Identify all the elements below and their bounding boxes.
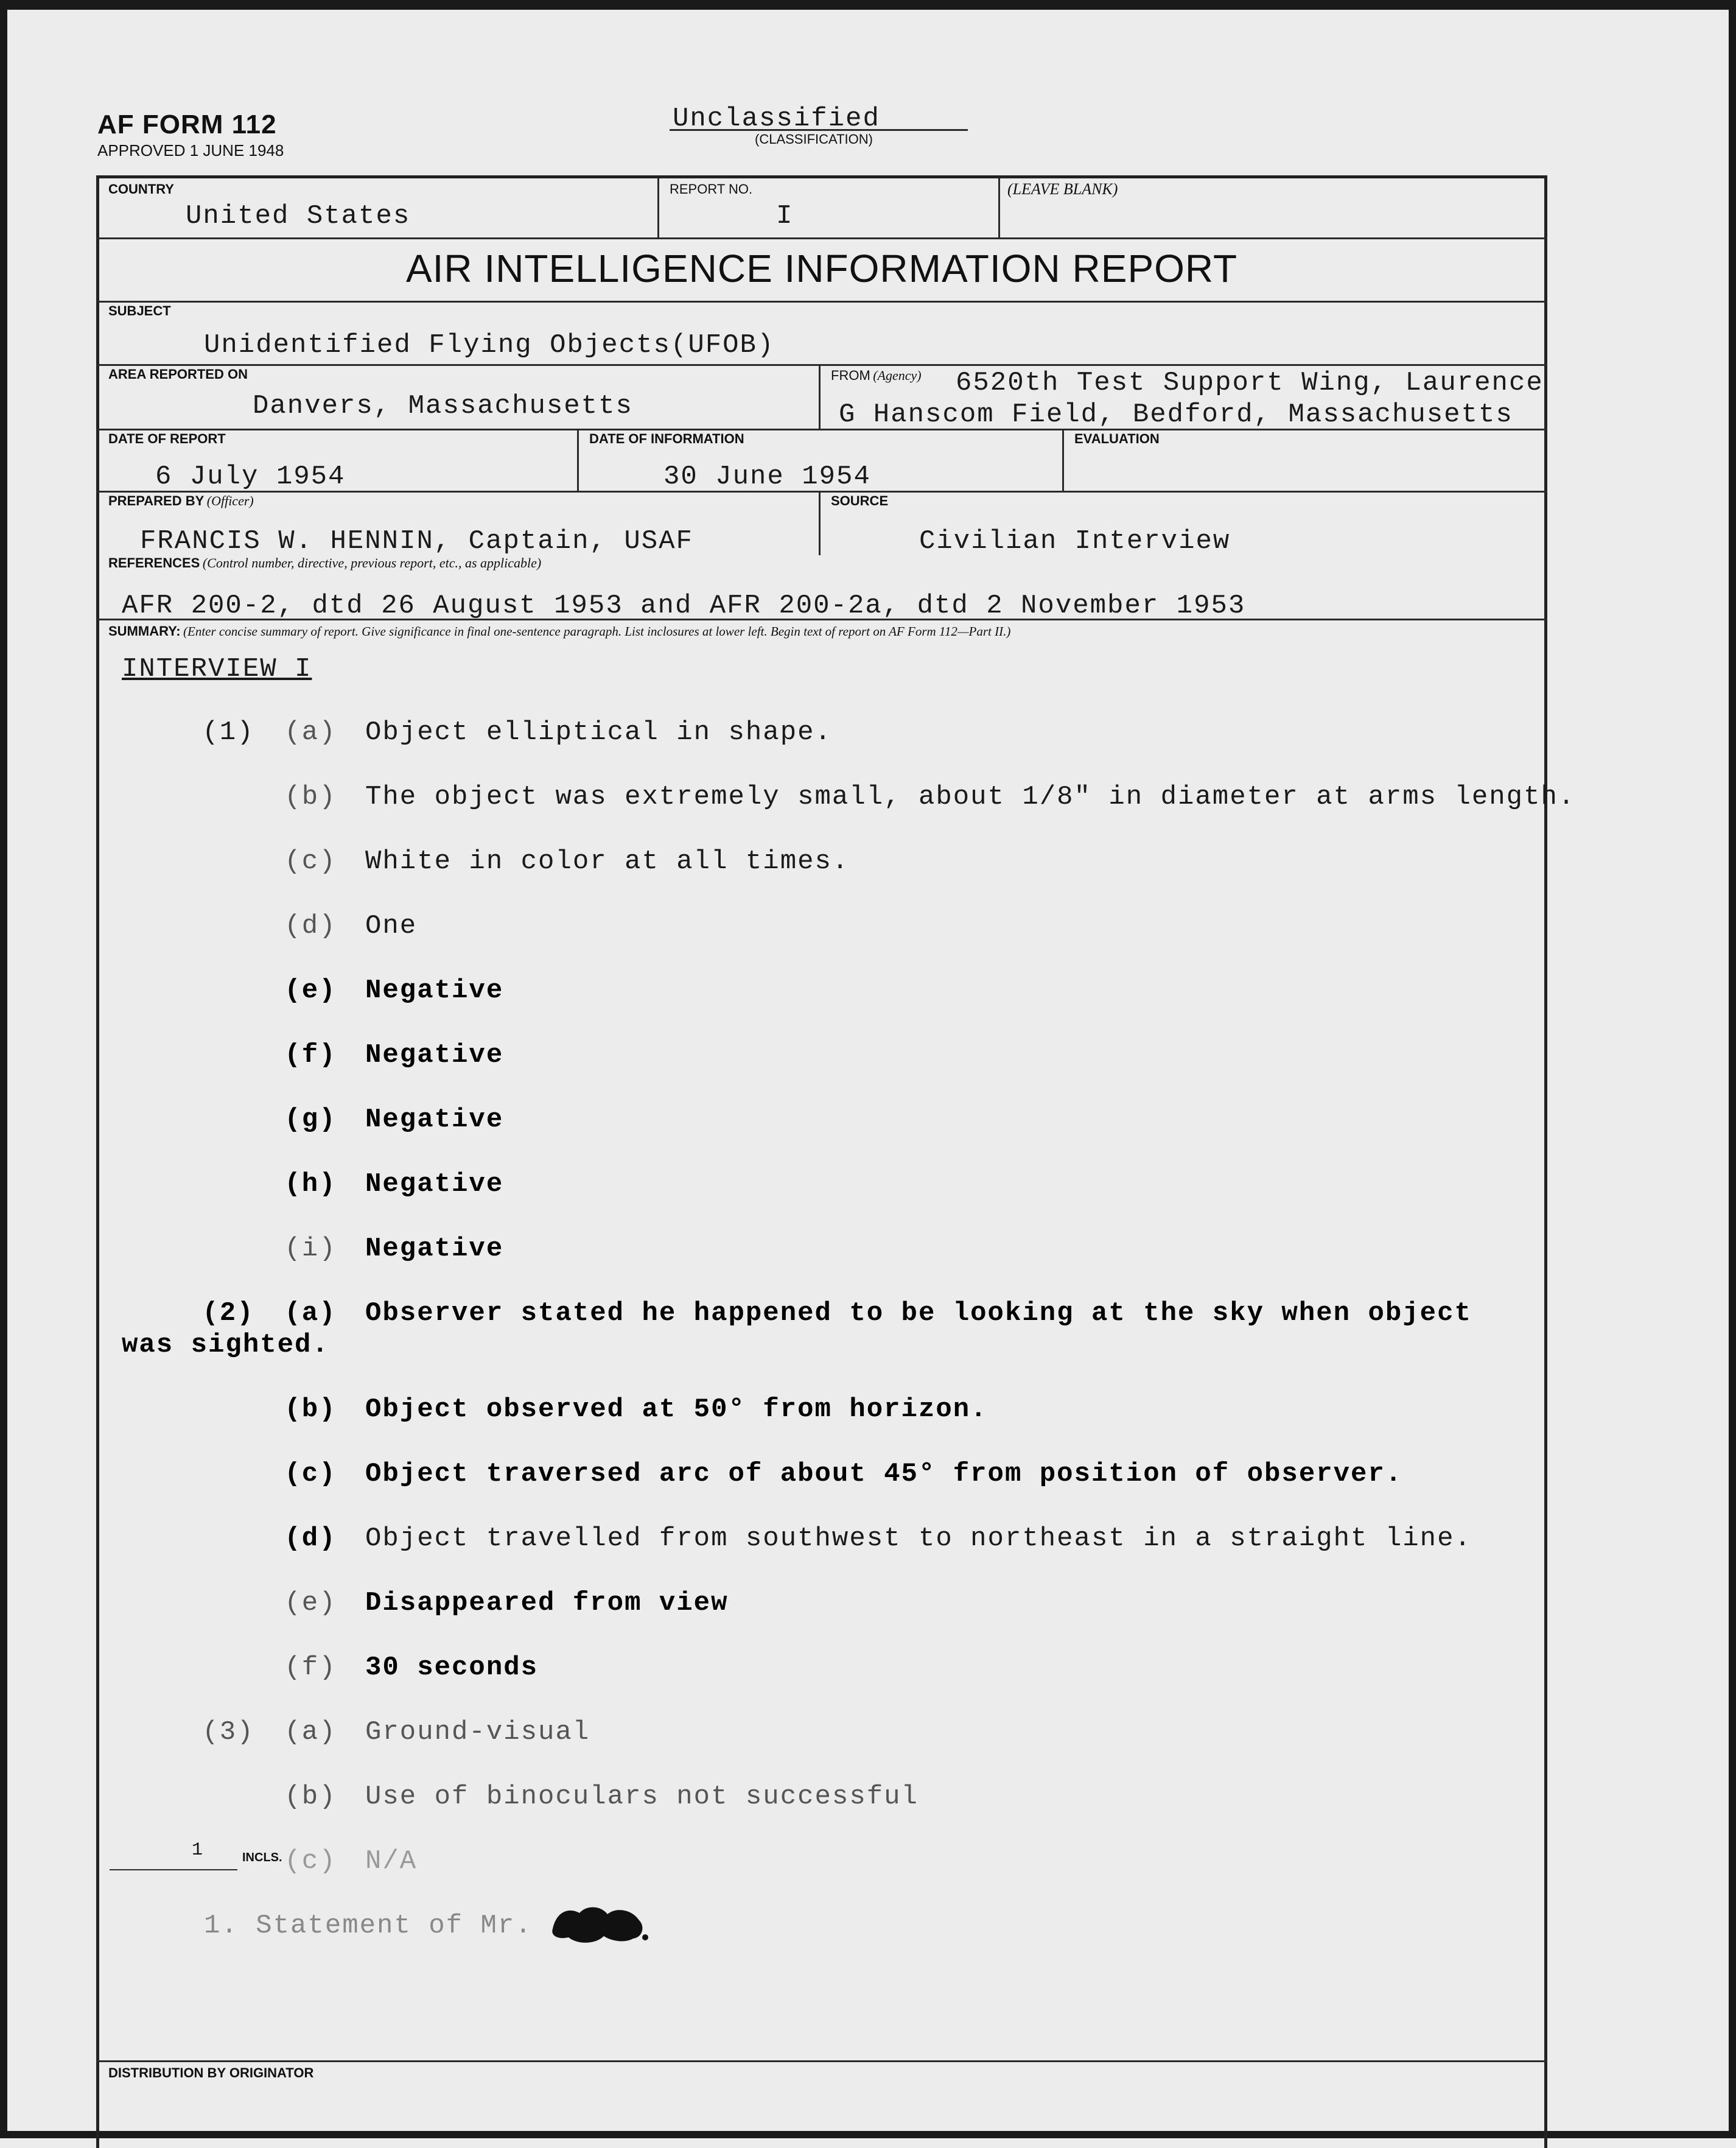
area-value: Danvers, Massachusetts [253,391,633,421]
item-letter: (b) [284,1781,337,1812]
item-letter: (c) [284,1459,337,1489]
item-text: Negative [365,975,504,1006]
interview-heading: INTERVIEW I [122,654,312,684]
item-text: Use of binoculars not successful [365,1781,919,1812]
inclosures-label: INCLS. [242,1851,282,1864]
source-value: Civilian Interview [919,526,1231,556]
item-letter: (a) [284,717,337,748]
scan-border-left [0,0,7,2138]
form-approved: APPROVED 1 JUNE 1948 [97,141,284,160]
item-text: One [365,911,418,941]
prepared-by-label-group [108,493,254,509]
item-letter: (g) [284,1104,337,1135]
date-of-report-label: DATE OF REPORT [108,431,226,446]
classification-label: (CLASSIFICATION) [755,132,873,147]
form-name: AF FORM 112 [97,110,277,139]
references-label-group [108,555,541,571]
inclosures-count: 1 [192,1840,203,1861]
row-divider [96,429,1547,430]
row-divider [96,364,1547,366]
evaluation-label: EVALUATION [1074,431,1160,446]
date-of-report-value: 6 July 1954 [155,462,346,492]
item-letter: (c) [284,846,337,877]
item-text: N/A [365,1846,418,1876]
item-number: (2) [202,1298,254,1328]
source-label: SOURCE [831,493,889,508]
references-label: REFERENCES [108,555,200,570]
date-of-information-label: DATE OF INFORMATION [589,431,744,446]
item-letter: (e) [284,1588,337,1618]
summary-note: (Enter concise summary of report. Give significance in final one-sentence paragraph. List inclosures at lower left. Begin text of report on AF Form 112—Part II.) [183,624,1011,639]
item-letter: (h) [284,1169,337,1199]
classification-line [670,129,968,131]
divider [998,178,1000,237]
divider [819,364,821,429]
item-letter: (f) [284,1040,337,1070]
from-label-group [831,368,922,384]
item-number: (1) [202,717,254,748]
report-no-value: I [776,201,794,231]
item-text: White in color at all times. [365,846,850,877]
classification-value: Unclassified [673,104,880,134]
divider [1062,429,1064,491]
item-letter: (f) [284,1652,337,1683]
divider [577,429,579,491]
from-line-1: 6520th Test Support Wing, Laurence [956,368,1544,398]
area-label: AREA REPORTED ON [108,367,248,382]
summary-label: SUMMARY: [108,623,181,639]
item-letter: (e) [284,975,337,1006]
item-text: Observer stated he happened to be looking at the sky when object [365,1298,1472,1328]
item-letter: (b) [284,782,337,812]
item-letter: (a) [284,1717,337,1747]
item-text: Object travelled from southwest to northeast in a straight line. [365,1523,1472,1554]
summary-label-group [108,623,1010,639]
item-text: 30 seconds [365,1652,539,1683]
references-note: (Control number, directive, previous report, etc., as applicable) [202,555,542,570]
item-letter: (d) [284,911,337,941]
item-text: Object observed at 50° from horizon. [365,1394,988,1425]
distribution-label: DISTRIBUTION BY ORIGINATOR [108,2065,314,2080]
from-line-2: G Hanscom Field, Bedford, Massachusetts [839,399,1513,430]
row-divider [96,301,1547,303]
item-text: Ground-visual [365,1717,590,1747]
divider [819,491,821,555]
references-value: AFR 200-2, dtd 26 August 1953 and AFR 200-2a, dtd 2 November 1953 [122,591,1246,621]
item-text: Disappeared from view [365,1588,729,1618]
divider [657,178,659,237]
item-text: The object was extremely small, about 1/8" in diameter at arms length. [365,782,1576,812]
scan-border-top [0,0,1736,10]
item-text: Negative [365,1234,504,1264]
item-text: Negative [365,1104,504,1135]
inclosure-item: 1. Statement of Mr. [204,1911,533,1941]
prepared-by-value: FRANCIS W. HENNIN, Captain, USAF [140,526,693,556]
prepared-by-label: PREPARED BY [108,493,205,508]
prepared-by-officer-label: (Officer) [206,493,254,508]
row-divider [96,491,1547,493]
row-divider [96,237,1547,239]
date-of-information-value: 30 June 1954 [663,462,871,492]
subject-label: SUBJECT [108,303,171,318]
item-letter: (a) [284,1298,337,1328]
item-text: Negative [365,1169,504,1199]
page-title: AIR INTELLIGENCE INFORMATION REPORT [405,247,1238,290]
item-text: Object traversed arc of about 45° from position of observer. [365,1459,1403,1489]
item-continuation: was sighted. [122,1330,329,1360]
subject-value: Unidentified Flying Objects(UFOB) [204,330,775,360]
item-text: Negative [365,1040,504,1070]
country-value: United States [186,201,411,231]
footer-divider [96,2060,1547,2062]
inclosures-count-line [110,1869,237,1870]
item-text: Object elliptical in shape. [365,717,832,748]
from-agency-label: (Agency) [873,368,922,383]
redaction-mark [548,1900,651,1948]
item-letter: (c) [284,1846,337,1876]
item-letter: (d) [284,1523,337,1554]
from-label: FROM [831,368,870,383]
leave-blank-label: (LEAVE BLANK) [1007,180,1118,198]
row-divider [96,619,1547,620]
scan-border-right [1729,0,1736,2138]
item-letter: (i) [284,1234,337,1264]
report-no-label: REPORT NO. [670,181,753,197]
country-label: COUNTRY [108,181,174,197]
item-letter: (b) [284,1394,337,1425]
item-number: (3) [202,1717,254,1747]
